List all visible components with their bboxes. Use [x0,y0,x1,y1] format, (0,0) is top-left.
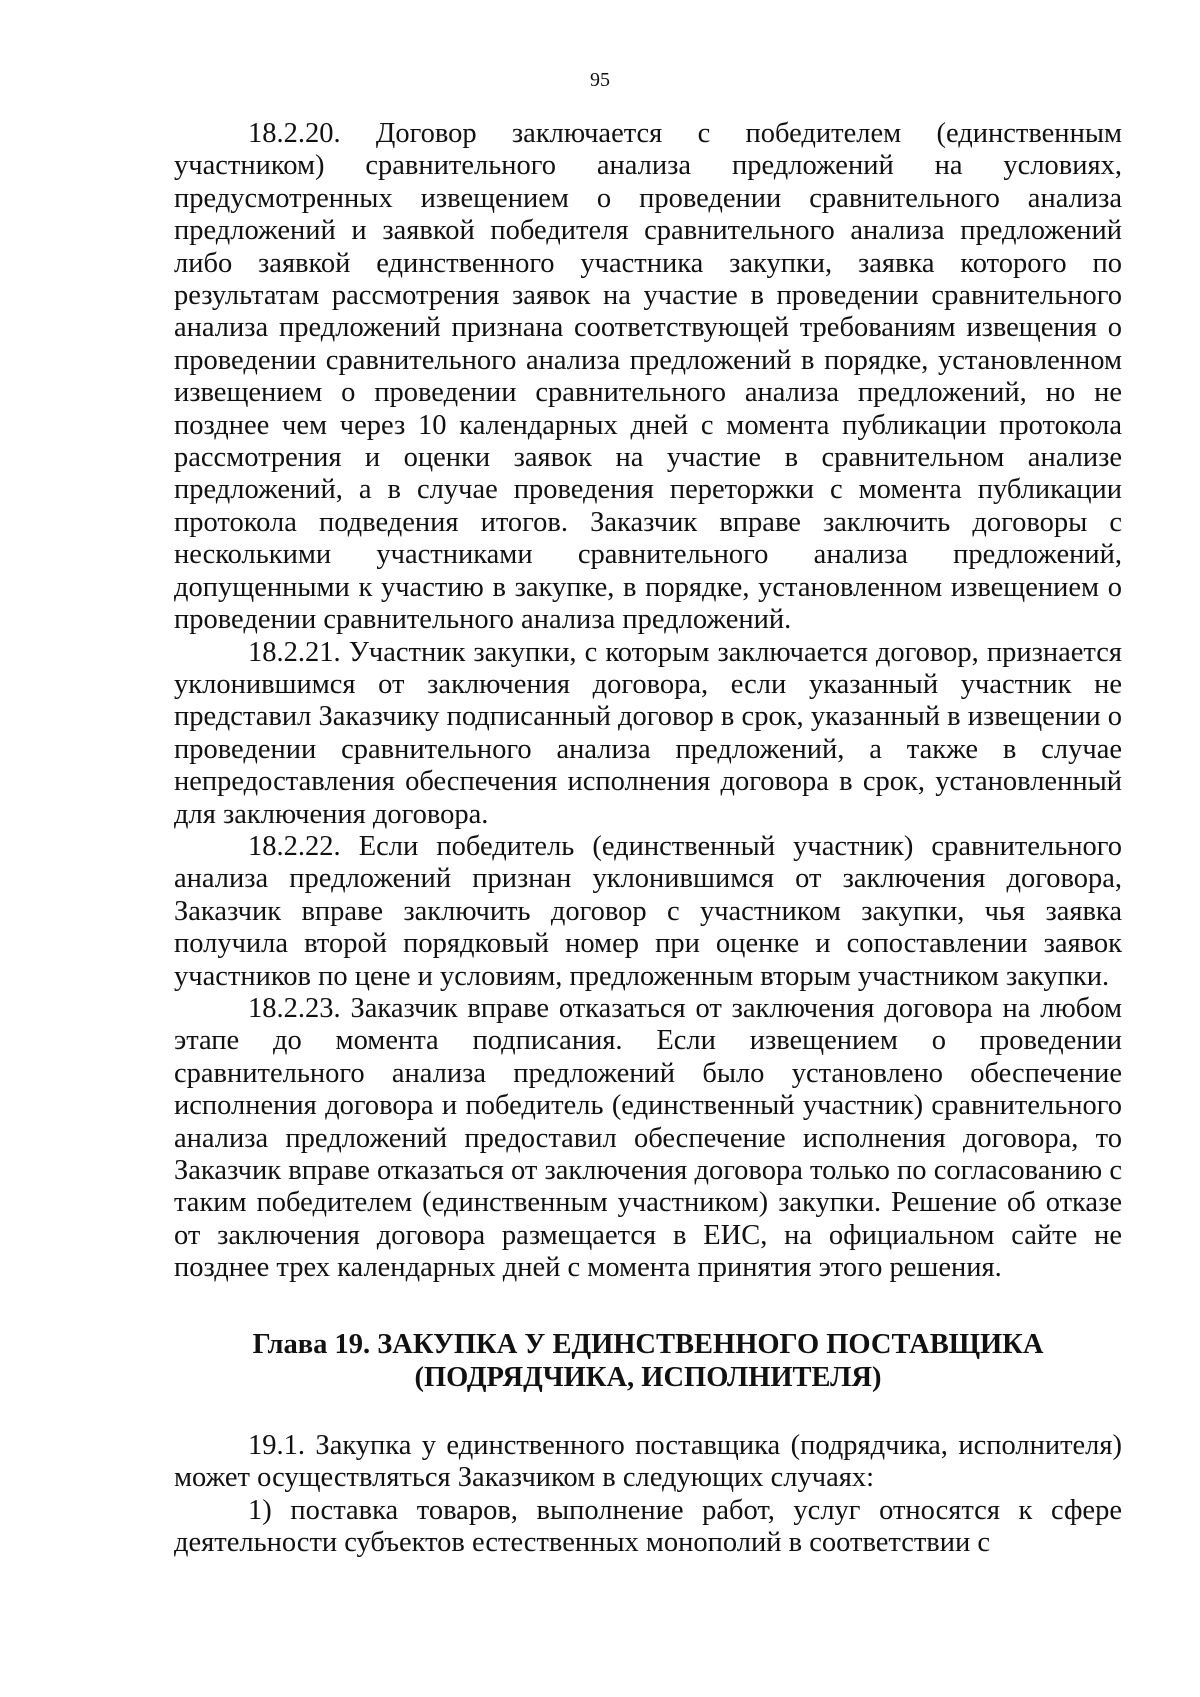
paragraph-18-2-20: 18.2.20. Договор заключается с победителем (единственным участником) сравнительного анализа предложений на условиях, предусмотренных извещением о проведении сравнительного анализа предложений и заявкой победителя сравнительного анализа предложений либо заявкой единственного участника закупки, заявка которого по результатам рассмотрения заявок на участие в проведении сравнительного анализа предложений признана соответствующей требованиям извещения о проведении сравнительного анализа предложений в порядке, установленном извещением о проведении сравнительного анализа предложений, но не позднее чем через 10 календарных дней с момента публикации протокола рассмотрения и оценки заявок на участие в сравнительном анализе предложений, а в случае проведения переторжки с момента публикации протокола подведения итогов. Заказчик вправе заключить договоры с несколькими участниками сравнительного анализа предложений, допущенными к участию в закупке, в порядке, установленном извещением о проведении сравнительного анализа предложений. [174,118,1122,636]
paragraph-18-2-21: 18.2.21. Участник закупки, с которым заключается договор, признается уклонившимся от заключения договора, если указанный участник не представил Заказчику подписанный договор в срок, указанный в извещении о проведении сравнительного анализа предложений, а также в случае непредоставления обеспечения исполнения договора в срок, установленный для заключения договора. [174,636,1122,830]
paragraph-19-1: 19.1. Закупка у единственного поставщика (подрядчика, исполнителя) может осуществляться Заказчиком в следующих случаях: [174,1430,1122,1494]
document-body [174,118,1122,1285]
chapter-heading-line-1: Глава 19. ЗАКУПКА У ЕДИНСТВЕННОГО ПОСТАВЩИКА [252,1329,1044,1360]
chapter-heading [174,1328,1122,1394]
paragraph-18-2-23: 18.2.23. Заказчик вправе отказаться от заключения договора на любом этапе до момента подписания. Если извещением о проведении сравнительного анализа предложений было установлено обеспечение исполнения договора и победитель (единственный участник) сравнительного анализа предложений предоставил обеспечение исполнения договора, то Заказчик вправе отказаться от заключения договора только по согласованию с таким победителем (единственным участником) закупки. Решение об отказе от заключения договора размещается в ЕИС, на официальном сайте не позднее трех календарных дней с момента принятия этого решения. [174,992,1122,1284]
chapter-heading-line-2: (ПОДРЯДЧИКА, ИСПОЛНИТЕЛЯ) [414,1362,882,1393]
chapter-body [174,1430,1122,1560]
paragraph-19-1-item-1: 1) поставка товаров, выполнение работ, услуг относятся к сфере деятельности субъектов естественных монополий в соответствии с [174,1494,1122,1559]
page-number: 95 [590,69,610,91]
paragraph-18-2-22: 18.2.22. Если победитель (единственный участник) сравнительного анализа предложений признан уклонившимся от заключения договора, Заказчик вправе заключить договор с участником закупки, чья заявка получила второй порядковый номер при оценке и сопоставлении заявок участников по цене и условиям, предложенным вторым участником закупки. [174,830,1122,992]
